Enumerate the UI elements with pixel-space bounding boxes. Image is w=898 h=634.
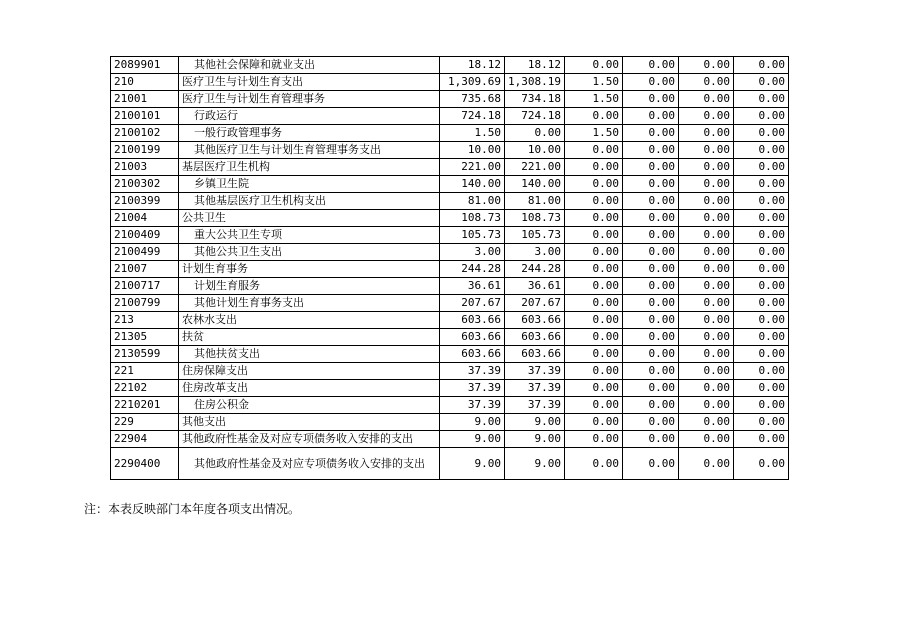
amount-cell: 603.66 (440, 312, 505, 329)
amount-cell: 0.00 (734, 91, 789, 108)
amount-cell: 734.18 (505, 91, 565, 108)
table-row (111, 125, 789, 142)
table-row (111, 210, 789, 227)
amount-cell: 1,308.19 (505, 74, 565, 91)
amount-cell: 0.00 (734, 278, 789, 295)
amount-cell: 603.66 (505, 312, 565, 329)
amount-cell: 0.00 (565, 448, 623, 480)
amount-cell: 18.12 (440, 57, 505, 74)
subject-name-cell: 其他社会保障和就业支出 (179, 57, 440, 74)
subject-code-cell: 2290400 (111, 448, 179, 480)
amount-cell: 0.00 (565, 108, 623, 125)
amount-cell: 9.00 (505, 448, 565, 480)
subject-code-cell: 22904 (111, 431, 179, 448)
amount-cell: 140.00 (440, 176, 505, 193)
amount-cell: 0.00 (565, 261, 623, 278)
subject-code-cell: 2130599 (111, 346, 179, 363)
amount-cell: 0.00 (565, 397, 623, 414)
amount-cell: 0.00 (565, 210, 623, 227)
amount-cell: 0.00 (734, 380, 789, 397)
amount-cell: 0.00 (565, 142, 623, 159)
amount-cell: 724.18 (440, 108, 505, 125)
table-row (111, 244, 789, 261)
table-row (111, 397, 789, 414)
amount-cell: 0.00 (565, 414, 623, 431)
amount-cell: 207.67 (505, 295, 565, 312)
table-body (111, 57, 789, 480)
amount-cell: 0.00 (623, 261, 679, 278)
amount-cell: 0.00 (679, 142, 734, 159)
amount-cell: 81.00 (440, 193, 505, 210)
amount-cell: 0.00 (734, 108, 789, 125)
subject-code-cell: 21001 (111, 91, 179, 108)
amount-cell: 1.50 (565, 125, 623, 142)
amount-cell: 0.00 (679, 244, 734, 261)
amount-cell: 0.00 (679, 431, 734, 448)
amount-cell: 724.18 (505, 108, 565, 125)
subject-name-cell: 其他支出 (179, 414, 440, 431)
amount-cell: 0.00 (734, 448, 789, 480)
table-row (111, 227, 789, 244)
amount-cell: 0.00 (623, 346, 679, 363)
subject-code-cell: 22102 (111, 380, 179, 397)
subject-name-cell: 住房公积金 (179, 397, 440, 414)
amount-cell: 10.00 (505, 142, 565, 159)
table-row (111, 346, 789, 363)
amount-cell: 37.39 (505, 380, 565, 397)
amount-cell: 0.00 (679, 363, 734, 380)
amount-cell: 0.00 (734, 261, 789, 278)
amount-cell: 0.00 (679, 227, 734, 244)
amount-cell: 0.00 (565, 431, 623, 448)
subject-name-cell: 其他扶贫支出 (179, 346, 440, 363)
amount-cell: 603.66 (440, 346, 505, 363)
amount-cell: 0.00 (565, 57, 623, 74)
amount-cell: 0.00 (623, 363, 679, 380)
table-row (111, 295, 789, 312)
subject-name-cell: 其他公共卫生支出 (179, 244, 440, 261)
amount-cell: 0.00 (734, 346, 789, 363)
subject-name-cell: 行政运行 (179, 108, 440, 125)
amount-cell: 0.00 (734, 176, 789, 193)
amount-cell: 37.39 (440, 397, 505, 414)
subject-name-cell: 其他医疗卫生与计划生育管理事务支出 (179, 142, 440, 159)
table-row (111, 312, 789, 329)
amount-cell: 0.00 (679, 74, 734, 91)
subject-code-cell: 21004 (111, 210, 179, 227)
subject-code-cell: 21003 (111, 159, 179, 176)
subject-code-cell: 210 (111, 74, 179, 91)
subject-code-cell: 2100409 (111, 227, 179, 244)
amount-cell: 735.68 (440, 91, 505, 108)
amount-cell: 0.00 (623, 176, 679, 193)
table-row (111, 448, 789, 480)
subject-code-cell: 2210201 (111, 397, 179, 414)
subject-code-cell: 21007 (111, 261, 179, 278)
subject-code-cell: 2100101 (111, 108, 179, 125)
table-row (111, 91, 789, 108)
amount-cell: 603.66 (505, 346, 565, 363)
amount-cell: 0.00 (623, 244, 679, 261)
amount-cell: 0.00 (734, 74, 789, 91)
table-row (111, 380, 789, 397)
subject-name-cell: 乡镇卫生院 (179, 176, 440, 193)
amount-cell: 0.00 (565, 329, 623, 346)
amount-cell: 0.00 (679, 414, 734, 431)
amount-cell: 0.00 (679, 312, 734, 329)
amount-cell: 0.00 (623, 227, 679, 244)
amount-cell: 0.00 (565, 346, 623, 363)
amount-cell: 9.00 (505, 414, 565, 431)
amount-cell: 0.00 (505, 125, 565, 142)
amount-cell: 18.12 (505, 57, 565, 74)
amount-cell: 603.66 (440, 329, 505, 346)
subject-code-cell: 21305 (111, 329, 179, 346)
subject-name-cell: 其他政府性基金及对应专项债务收入安排的支出 (179, 448, 440, 480)
table-row (111, 159, 789, 176)
amount-cell: 221.00 (440, 159, 505, 176)
amount-cell: 244.28 (440, 261, 505, 278)
subject-name-cell: 扶贫 (179, 329, 440, 346)
subject-name-cell: 其他计划生育事务支出 (179, 295, 440, 312)
amount-cell: 0.00 (679, 278, 734, 295)
amount-cell: 0.00 (679, 329, 734, 346)
subject-code-cell: 2100102 (111, 125, 179, 142)
subject-name-cell: 医疗卫生与计划生育管理事务 (179, 91, 440, 108)
amount-cell: 0.00 (623, 57, 679, 74)
amount-cell: 0.00 (734, 193, 789, 210)
subject-code-cell: 221 (111, 363, 179, 380)
amount-cell: 0.00 (679, 125, 734, 142)
amount-cell: 0.00 (565, 380, 623, 397)
amount-cell: 1.50 (565, 74, 623, 91)
amount-cell: 105.73 (440, 227, 505, 244)
subject-code-cell: 2089901 (111, 57, 179, 74)
table-row (111, 363, 789, 380)
amount-cell: 37.39 (505, 363, 565, 380)
amount-cell: 0.00 (679, 210, 734, 227)
amount-cell: 0.00 (679, 57, 734, 74)
subject-code-cell: 2100302 (111, 176, 179, 193)
amount-cell: 603.66 (505, 329, 565, 346)
amount-cell: 0.00 (679, 193, 734, 210)
table-row (111, 74, 789, 91)
table-row (111, 142, 789, 159)
amount-cell: 0.00 (734, 431, 789, 448)
subject-code-cell: 2100499 (111, 244, 179, 261)
amount-cell: 3.00 (440, 244, 505, 261)
subject-name-cell: 其他基层医疗卫生机构支出 (179, 193, 440, 210)
amount-cell: 207.67 (440, 295, 505, 312)
table-row (111, 57, 789, 74)
subject-name-cell: 计划生育事务 (179, 261, 440, 278)
table-row (111, 193, 789, 210)
amount-cell: 0.00 (679, 261, 734, 278)
expenditure-table (110, 56, 789, 480)
table-row (111, 431, 789, 448)
amount-cell: 0.00 (623, 193, 679, 210)
amount-cell: 0.00 (565, 295, 623, 312)
subject-code-cell: 213 (111, 312, 179, 329)
subject-code-cell: 2100717 (111, 278, 179, 295)
amount-cell: 0.00 (565, 278, 623, 295)
amount-cell: 0.00 (565, 227, 623, 244)
amount-cell: 0.00 (734, 57, 789, 74)
amount-cell: 9.00 (440, 431, 505, 448)
subject-code-cell: 229 (111, 414, 179, 431)
amount-cell: 0.00 (734, 295, 789, 312)
amount-cell: 0.00 (679, 295, 734, 312)
subject-name-cell: 医疗卫生与计划生育支出 (179, 74, 440, 91)
amount-cell: 0.00 (623, 159, 679, 176)
table-row (111, 176, 789, 193)
amount-cell: 0.00 (679, 159, 734, 176)
amount-cell: 1.50 (440, 125, 505, 142)
amount-cell: 0.00 (623, 431, 679, 448)
subject-name-cell: 计划生育服务 (179, 278, 440, 295)
amount-cell: 9.00 (440, 448, 505, 480)
subject-code-cell: 2100799 (111, 295, 179, 312)
table-row (111, 278, 789, 295)
amount-cell: 0.00 (623, 210, 679, 227)
amount-cell: 36.61 (440, 278, 505, 295)
amount-cell: 0.00 (679, 91, 734, 108)
amount-cell: 0.00 (565, 312, 623, 329)
amount-cell: 0.00 (734, 142, 789, 159)
subject-name-cell: 农林水支出 (179, 312, 440, 329)
amount-cell: 81.00 (505, 193, 565, 210)
amount-cell: 3.00 (505, 244, 565, 261)
amount-cell: 0.00 (734, 363, 789, 380)
amount-cell: 1.50 (565, 91, 623, 108)
amount-cell: 0.00 (734, 227, 789, 244)
amount-cell: 0.00 (734, 244, 789, 261)
table-row (111, 108, 789, 125)
subject-code-cell: 2100199 (111, 142, 179, 159)
amount-cell: 37.39 (440, 380, 505, 397)
subject-name-cell: 基层医疗卫生机构 (179, 159, 440, 176)
amount-cell: 0.00 (565, 244, 623, 261)
amount-cell: 221.00 (505, 159, 565, 176)
amount-cell: 0.00 (565, 176, 623, 193)
amount-cell: 0.00 (734, 125, 789, 142)
amount-cell: 0.00 (623, 74, 679, 91)
amount-cell: 0.00 (623, 91, 679, 108)
amount-cell: 10.00 (440, 142, 505, 159)
amount-cell: 0.00 (623, 380, 679, 397)
amount-cell: 0.00 (734, 414, 789, 431)
subject-name-cell: 重大公共卫生专项 (179, 227, 440, 244)
amount-cell: 0.00 (679, 397, 734, 414)
amount-cell: 0.00 (565, 159, 623, 176)
subject-name-cell: 住房保障支出 (179, 363, 440, 380)
amount-cell: 0.00 (679, 108, 734, 125)
amount-cell: 37.39 (505, 397, 565, 414)
amount-cell: 0.00 (565, 363, 623, 380)
amount-cell: 0.00 (679, 176, 734, 193)
amount-cell: 0.00 (623, 414, 679, 431)
amount-cell: 0.00 (679, 380, 734, 397)
subject-name-cell: 公共卫生 (179, 210, 440, 227)
amount-cell: 36.61 (505, 278, 565, 295)
amount-cell: 0.00 (623, 397, 679, 414)
amount-cell: 108.73 (440, 210, 505, 227)
amount-cell: 9.00 (440, 414, 505, 431)
amount-cell: 108.73 (505, 210, 565, 227)
amount-cell: 0.00 (623, 312, 679, 329)
amount-cell: 0.00 (623, 125, 679, 142)
amount-cell: 0.00 (734, 329, 789, 346)
amount-cell: 0.00 (623, 108, 679, 125)
subject-name-cell: 其他政府性基金及对应专项债务收入安排的支出 (179, 431, 440, 448)
amount-cell: 0.00 (623, 142, 679, 159)
amount-cell: 0.00 (734, 159, 789, 176)
amount-cell: 9.00 (505, 431, 565, 448)
subject-name-cell: 住房改革支出 (179, 380, 440, 397)
amount-cell: 1,309.69 (440, 74, 505, 91)
amount-cell: 0.00 (623, 295, 679, 312)
amount-cell: 105.73 (505, 227, 565, 244)
table-row (111, 329, 789, 346)
amount-cell: 0.00 (623, 329, 679, 346)
table-row (111, 414, 789, 431)
table-footnote: 注：本表反映部门本年度各项支出情况。 (84, 502, 301, 516)
amount-cell: 0.00 (679, 346, 734, 363)
amount-cell: 0.00 (734, 312, 789, 329)
amount-cell: 0.00 (565, 193, 623, 210)
amount-cell: 0.00 (623, 278, 679, 295)
amount-cell: 140.00 (505, 176, 565, 193)
amount-cell: 0.00 (679, 448, 734, 480)
amount-cell: 0.00 (734, 210, 789, 227)
subject-name-cell: 一般行政管理事务 (179, 125, 440, 142)
table-row (111, 261, 789, 278)
amount-cell: 37.39 (440, 363, 505, 380)
amount-cell: 0.00 (734, 397, 789, 414)
amount-cell: 244.28 (505, 261, 565, 278)
amount-cell: 0.00 (623, 448, 679, 480)
subject-code-cell: 2100399 (111, 193, 179, 210)
